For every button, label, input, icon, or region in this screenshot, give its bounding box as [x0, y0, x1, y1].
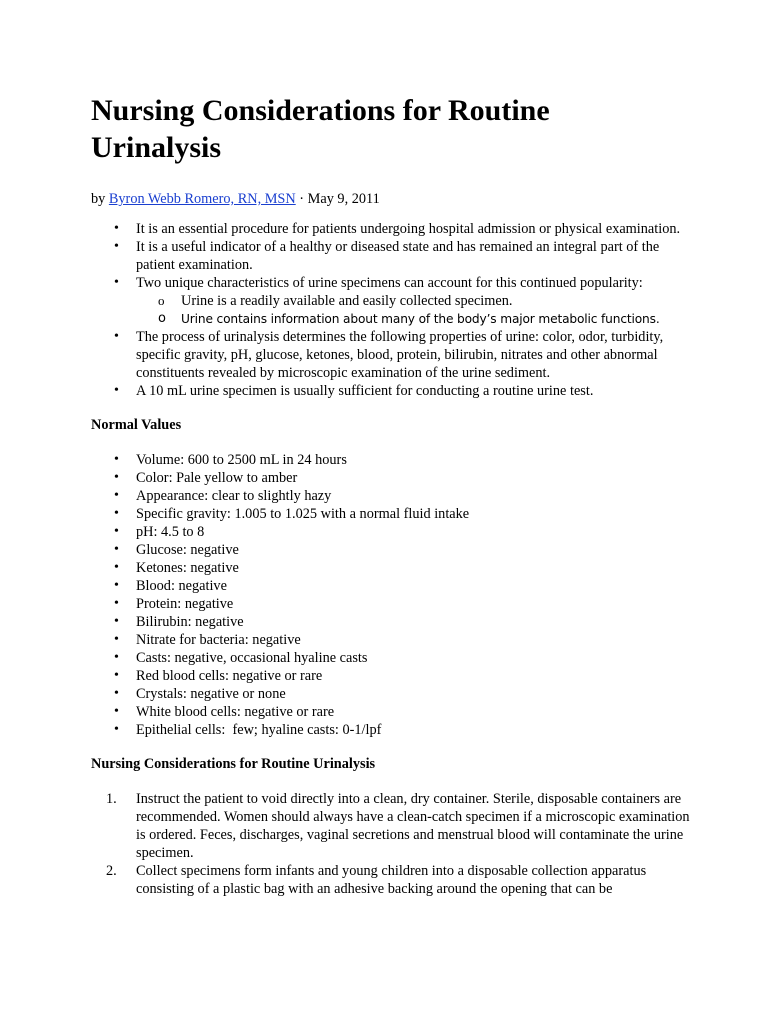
bullet-icon: • — [114, 560, 119, 575]
sub-list-item: o Urine contains information about many of the body’s major metabolic functions. — [158, 311, 660, 326]
list-item: • It is an essential procedure for patients undergoing hospital admission or physical examination. — [114, 221, 681, 237]
list-item: • Two unique characteristics of urine specimens can account for this continued popularity: o Urine is a readily available and easily collected specimen. o Urine contains information about many of the body’s major metabolic functions. — [136, 274, 691, 328]
list-item: • A 10 mL urine specimen is usually sufficient for conducting a routine urine test. — [114, 383, 594, 399]
list-item: • Volume: 600 to 2500 mL in 24 hours — [114, 452, 347, 468]
considerations-steps — [91, 790, 691, 898]
page-title — [91, 92, 691, 166]
bullet-icon: • — [114, 452, 119, 467]
list-item: • The process of urinalysis determines the following properties of urine: color, odor, turbidity, specific gravity, pH, glucose, ketones, blood, protein, bilirubin, nitrates and other abnormal constituents revealed by microscopic examination of the urine sediment. — [114, 329, 664, 381]
list-item: • Crystals: negative or none — [114, 686, 286, 702]
intro-list — [91, 220, 691, 400]
step-number: 1. — [106, 791, 117, 807]
list-item: • It is a useful indicator of a healthy or diseased state and has remained an integral part of the patient examination. — [114, 239, 660, 273]
section-heading-normal-values: Normal Values — [91, 417, 182, 433]
bullet-icon: • — [114, 578, 119, 593]
bullet-icon: • — [114, 524, 119, 539]
list-item: • Ketones: negative — [114, 560, 239, 576]
sub-list — [136, 292, 691, 328]
list-item: • pH: 4.5 to 8 — [114, 524, 205, 540]
circle-bullet-icon: o — [158, 293, 165, 308]
list-item: • Casts: negative, occasional hyaline casts — [114, 650, 368, 666]
list-item: • White blood cells: negative or rare — [114, 704, 335, 720]
bullet-icon: • — [114, 329, 119, 344]
bullet-icon: • — [114, 596, 119, 611]
title-line-2: Urinalysis — [91, 131, 222, 164]
byline-prefix: by — [91, 191, 109, 207]
step-item: 1. Instruct the patient to void directly into a clean, dry container. Sterile, disposable containers are recommended. Women should always have a clean-catch specimen if a microscopic examination is ordered. Feces, discharges, vaginal secretions and menstrual blood will contaminate the urine specimen. — [106, 791, 690, 861]
bullet-icon: • — [114, 668, 119, 683]
bullet-icon: • — [114, 239, 119, 254]
bullet-icon: • — [114, 488, 119, 503]
bullet-icon: • — [114, 470, 119, 485]
article — [91, 92, 691, 898]
publish-date: May 9, 2011 — [307, 191, 380, 207]
bullet-icon: • — [114, 542, 119, 557]
list-item: • Appearance: clear to slightly hazy — [114, 488, 332, 504]
list-item: • Specific gravity: 1.005 to 1.025 with a normal fluid intake — [114, 506, 470, 522]
step-number: 2. — [106, 863, 117, 879]
author-link[interactable]: Byron Webb Romero, RN, MSN — [108, 191, 296, 207]
bullet-icon: • — [114, 722, 119, 737]
list-item: • Color: Pale yellow to amber — [114, 470, 298, 486]
sub-list-item: o Urine is a readily available and easily collected specimen. — [158, 293, 513, 309]
list-item: • Epithelial cells: few; hyaline casts: 0-1/lpf — [114, 722, 382, 738]
bullet-icon: • — [114, 704, 119, 719]
list-item: • Glucose: negative — [114, 542, 239, 558]
list-item: • Red blood cells: negative or rare — [114, 668, 323, 684]
list-item: • Protein: negative — [114, 596, 234, 612]
list-item: • Nitrate for bacteria: negative — [114, 632, 301, 648]
bullet-icon: • — [114, 506, 119, 521]
normal-values-list — [91, 451, 691, 739]
bullet-icon: • — [114, 383, 119, 398]
bullet-icon: • — [114, 221, 119, 236]
bullet-icon: • — [114, 686, 119, 701]
bullet-icon: • — [114, 614, 119, 629]
list-item: • Bilirubin: negative — [114, 614, 244, 630]
bullet-icon: • — [114, 650, 119, 665]
section-heading-nursing-considerations: Nursing Considerations for Routine Urinalysis — [91, 756, 376, 772]
date-separator: · — [295, 191, 308, 207]
title-line-1: Nursing Considerations for Routine — [91, 94, 550, 127]
bullet-icon: • — [114, 632, 119, 647]
step-item: 2. Collect specimens form infants and young children into a disposable collection apparatus consisting of a plastic bag with an adhesive backing around the opening that can be — [106, 863, 647, 897]
list-item: • Blood: negative — [114, 578, 227, 594]
bullet-icon: • — [114, 275, 119, 290]
byline — [91, 190, 691, 208]
circle-bullet-icon: o — [158, 311, 166, 326]
